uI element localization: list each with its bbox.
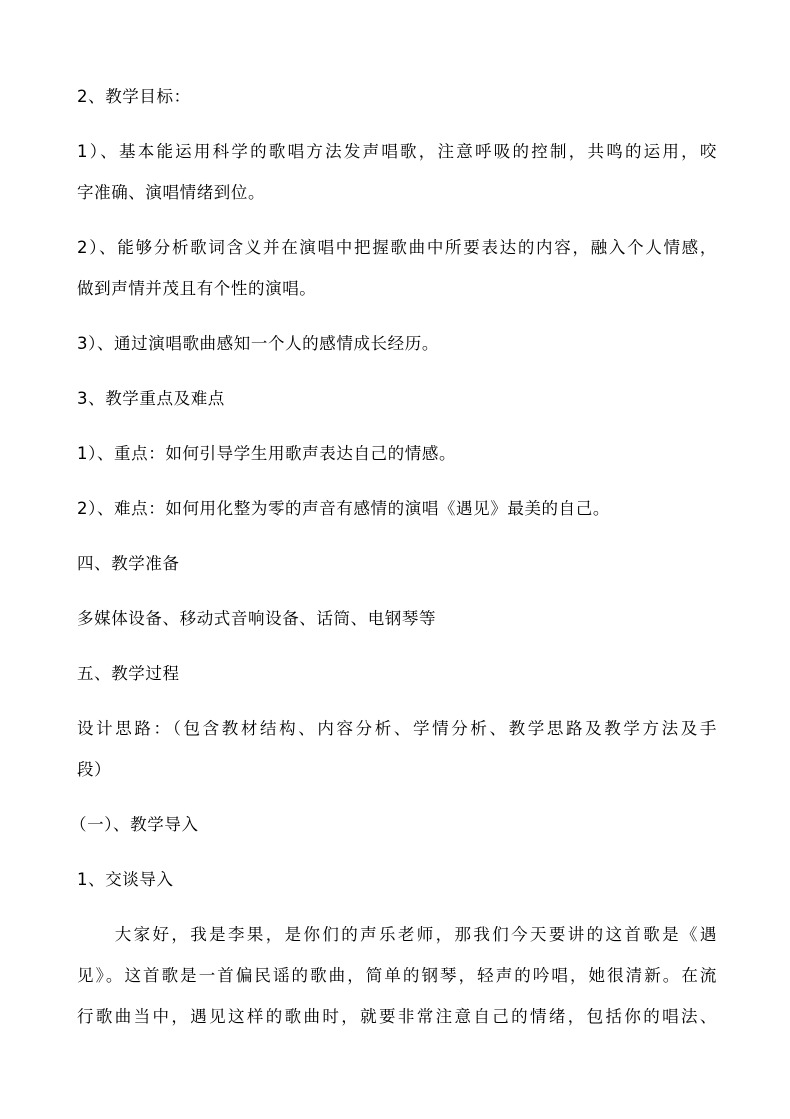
heading-teaching-objectives: 2、教学目标： <box>77 87 191 106</box>
objective-2-line-1: 2）、能够分析歌词含义并在演唱中把握歌曲中所要表达的内容，融入个人情感， <box>77 238 717 257</box>
objective-1-line-2: 字准确、演唱情绪到位。 <box>77 183 266 202</box>
heading-teaching-preparation: 四、教学准备 <box>77 554 180 573</box>
intro-paragraph-line-2: 见》。这首歌是一首偏民谣的歌曲，简单的钢琴，轻声的吟唱，她很清新。在流 <box>77 966 717 985</box>
heading-key-points: 3、教学重点及难点 <box>77 389 225 408</box>
design-idea-line-2: 段） <box>77 760 112 779</box>
objective-1-line-1: 1）、基本能运用科学的歌唱方法发声唱歌，注意呼吸的控制，共鸣的运用，咬 <box>77 142 717 161</box>
design-idea-line-1: 设计思路：（包含教材结构、内容分析、学情分析、教学思路及教学方法及手 <box>77 719 717 738</box>
key-point: 1）、重点：如何引导学生用歌声表达自己的情感。 <box>77 444 457 463</box>
subheading-conversation-introduction: 1、交谈导入 <box>77 870 174 889</box>
subheading-teaching-introduction: （一）、教学导入 <box>70 815 199 834</box>
heading-teaching-process: 五、教学过程 <box>77 664 180 683</box>
objective-3: 3）、通过演唱歌曲感知一个人的感情成长经历。 <box>77 334 439 353</box>
difficult-point: 2）、难点：如何用化整为零的声音有感情的演唱《遇见》最美的自己。 <box>77 499 610 518</box>
intro-paragraph-line-3: 行歌曲当中，遇见这样的歌曲时，就要非常注意自己的情绪，包括你的唱法、 <box>77 1007 717 1026</box>
objective-2-line-2: 做到声情并茂且有个性的演唱。 <box>77 279 317 298</box>
preparation-items: 多媒体设备、移动式音响设备、话筒、电钢琴等 <box>77 609 437 628</box>
intro-paragraph-line-1: 大家好，我是李果，是你们的声乐老师，那我们今天要讲的这首歌是《遇 <box>77 925 717 944</box>
